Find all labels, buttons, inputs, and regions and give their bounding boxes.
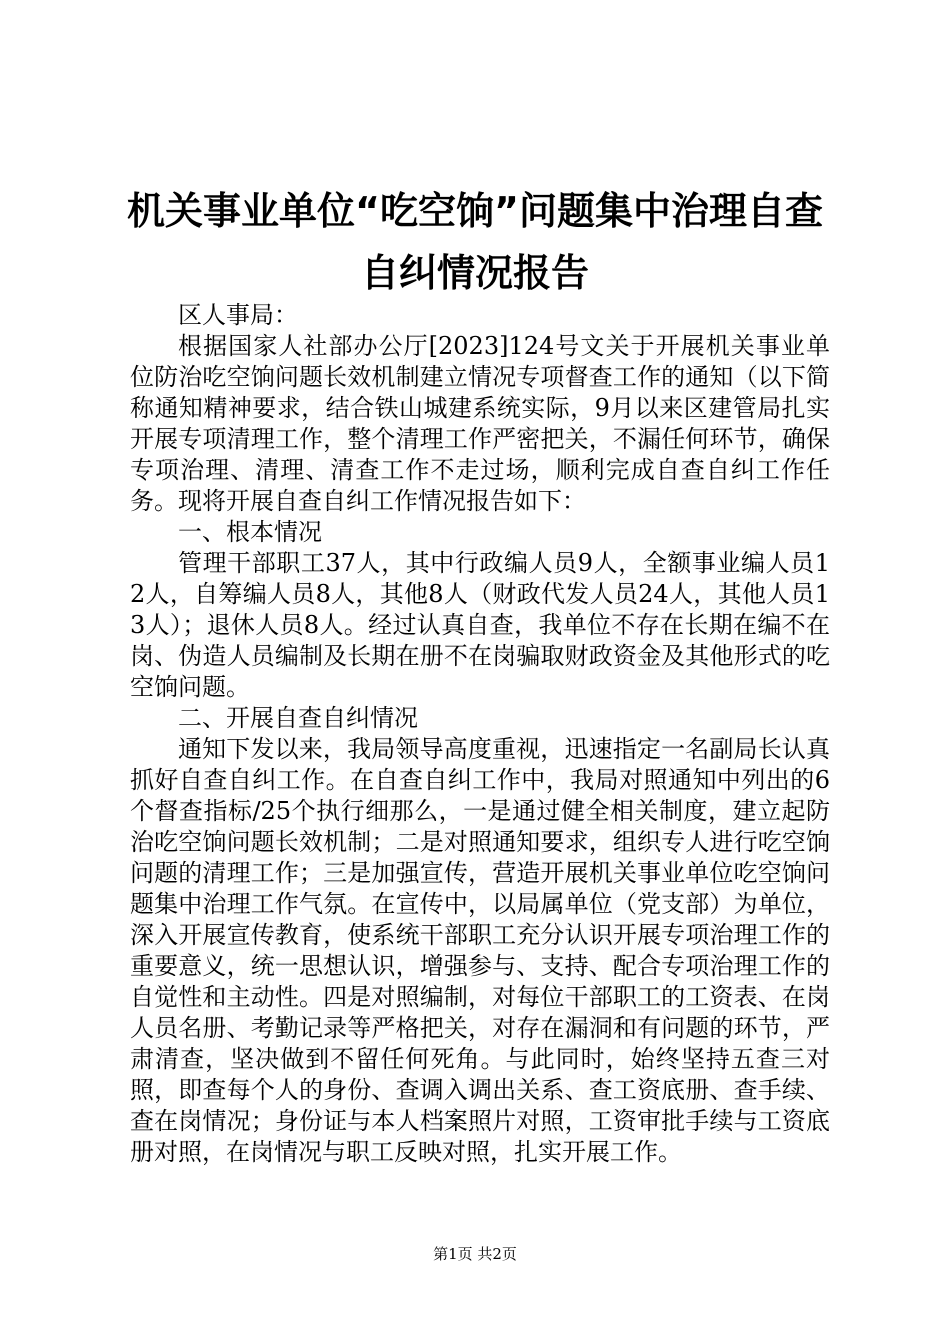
page-footer: 第1页 共2页 (433, 1245, 517, 1263)
document-body (130, 300, 830, 1168)
section-heading-basic: 一、根本情况 (178, 518, 322, 546)
salutation: 区人事局： (178, 301, 298, 329)
document-title: 机关事业单位“吃空饷”问题集中治理自查自纠情况报告 (127, 189, 823, 295)
section-heading-self-check: 二、开展自查自纠情况 (178, 704, 418, 732)
paragraph-self-check: 通知下发以来，我局领导高度重视，迅速指定一名副局长认真抓好自查自纠工作。在自查自纠工作中，我局对照通知中列出的6个督查指标/25个执行细那么，一是通过健全相关制度，建立起防治吃空饷问题长效机制；二是对照通知要求，组织专人进行吃空饷问题的清理工作；三是加强宣传，营造开展机关事业单位吃空饷问题集中治理工作气氛。在宣传中，以局属单位（党支部）为单位，深入开展宣传教育，使系统干部职工充分认识开展专项治理工作的重要意义，统一思想认识，增强参与、支持、配合专项治理工作的自觉性和主动性。四是对照编制，对每位干部职工的工资表、在岗人员名册、考勤记录等严格把关，对存在漏洞和有问题的环节，严肃清查，坚决做到不留任何死角。与此同时，始终坚持五查三对照，即查每个人的身份、查调入调出关系、查工资底册、查手续、查在岗情况；身份证与本人档案照片对照，工资审批手续与工资底册对照，在岗情况与职工反映对照，扎实开展工作。 (130, 735, 830, 1166)
paragraph-intro: 根据国家人社部办公厅[2023]124号文关于开展机关事业单位防治吃空饷问题长效机制建立情况专项督查工作的通知（以下简称通知精神要求，结合铁山城建系统实际，9月以来区建管局扎实开展专项清理工作，整个清理工作严密把关，不漏任何环节，确保专项治理、清理、清查工作不走过场，顺利完成自查自纠工作任务。现将开展自查自纠工作情况报告如下： (130, 332, 830, 515)
paragraph-basic-situation: 管理干部职工37人，其中行政编人员9人，全额事业编人员12人，自筹编人员8人，其他8人（财政代发人员24人，其他人员13人）；退休人员8人。经过认真自查，我单位不存在长期在编不在岗、伪造人员编制及长期在册不在岗骗取财政资金及其他形式的吃空饷问题。 (130, 549, 830, 701)
